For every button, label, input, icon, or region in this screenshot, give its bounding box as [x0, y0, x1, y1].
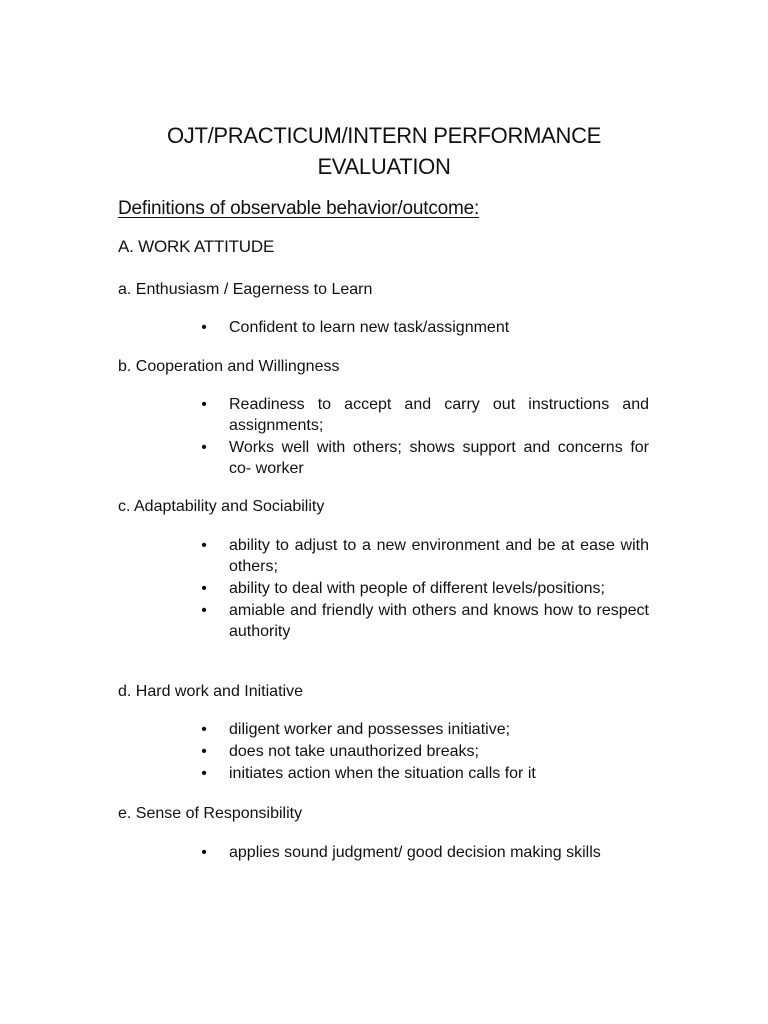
bullet-item: • diligent worker and possesses initiative;: [197, 719, 649, 740]
bullet-list-enthusiasm: [197, 317, 649, 339]
page-title-line-2: EVALUATION: [317, 154, 451, 179]
section-title-work-attitude: A. WORK ATTITUDE: [118, 237, 275, 256]
bullet-icon: •: [201, 743, 207, 760]
bullet-icon: •: [201, 580, 207, 597]
bullet-list-adaptability: [197, 535, 649, 643]
bullet-item: • amiable and friendly with others and knows how to respect authority: [197, 600, 649, 642]
definitions-heading: Definitions of observable behavior/outcome:: [118, 198, 480, 219]
bullet-item: • Readiness to accept and carry out instructions and assignments;: [197, 394, 649, 436]
bullet-item: • ability to adjust to a new environment and be at ease with others;: [197, 535, 649, 577]
item-label-enthusiasm: a. Enthusiasm / Eagerness to Learn: [118, 281, 373, 298]
bullet-item: • applies sound judgment/ good decision making skills: [197, 842, 649, 863]
bullet-icon: •: [201, 319, 207, 336]
bullet-list-responsibility: [197, 842, 649, 864]
item-label-hard-work: d. Hard work and Initiative: [118, 683, 303, 700]
item-label-responsibility: e. Sense of Responsibility: [118, 805, 303, 822]
item-label-cooperation: b. Cooperation and Willingness: [118, 358, 340, 375]
bullet-item: • initiates action when the situation calls for it: [197, 763, 649, 784]
bullet-item: • Works well with others; shows support and concerns for co- worker: [197, 437, 649, 479]
bullet-icon: •: [201, 439, 207, 456]
page-title-line-1: OJT/PRACTICUM/INTERN PERFORMANCE: [166, 123, 602, 148]
bullet-icon: •: [201, 396, 207, 413]
item-label-adaptability: c. Adaptability and Sociability: [118, 498, 325, 515]
bullet-icon: •: [201, 844, 207, 861]
bullet-list-cooperation: [197, 394, 649, 480]
bullet-list-hard-work: [197, 719, 649, 785]
bullet-item: • ability to deal with people of different levels/positions;: [197, 578, 649, 599]
bullet-item: • Confident to learn new task/assignment: [197, 317, 649, 338]
bullet-icon: •: [201, 602, 207, 619]
bullet-item: • does not take unauthorized breaks;: [197, 741, 649, 762]
page-title: [118, 120, 650, 182]
bullet-icon: •: [201, 765, 207, 782]
bullet-icon: •: [201, 537, 207, 554]
bullet-icon: •: [201, 721, 207, 738]
